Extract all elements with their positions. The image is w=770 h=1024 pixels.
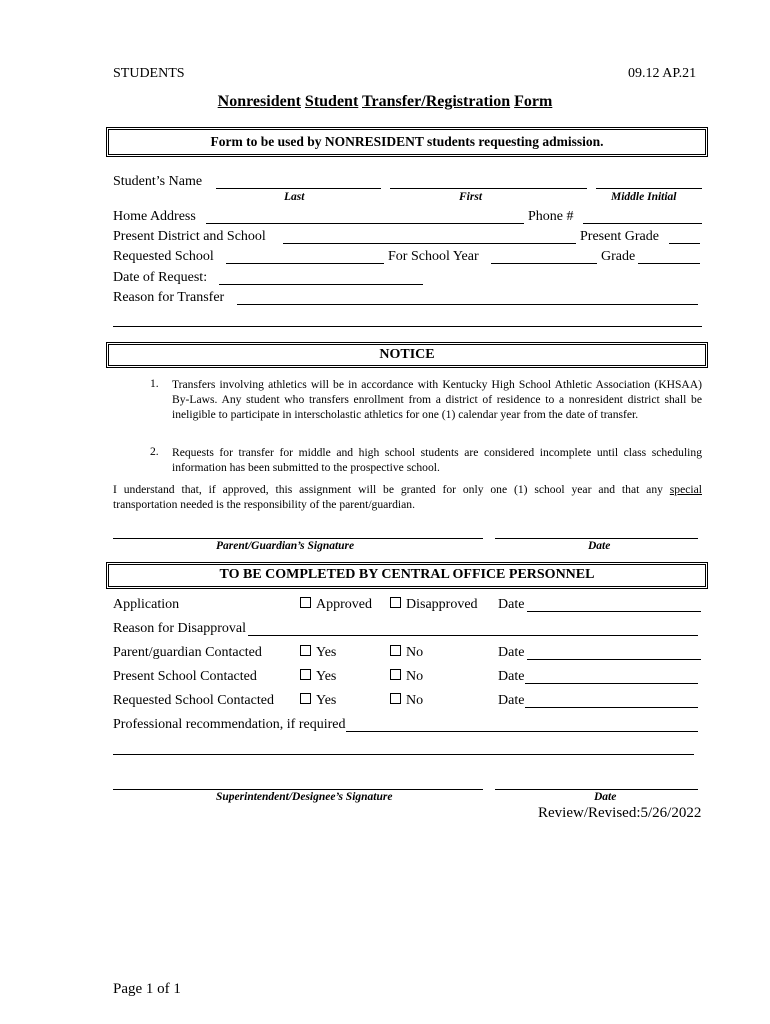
application-date-field[interactable] [527,611,701,612]
present-no-checkbox[interactable] [390,669,401,680]
yes-label: Yes [316,693,337,708]
understand-statement [113,482,702,497]
professional-label: Professional recommendation, if required [113,717,346,732]
understand-statement-2: transportation needed is the responsibility of the parent/guardian. [113,498,415,511]
form-title [0,93,770,111]
requested-no-checkbox[interactable] [390,693,401,704]
requested-yes-checkbox[interactable] [300,693,311,704]
reason-field[interactable] [237,304,698,305]
application-date-label: Date [498,597,525,612]
date-of-request-field[interactable] [219,284,423,285]
present-yes-option[interactable] [300,669,336,685]
school-year-label: For School Year [388,249,479,264]
reason-disapproval-field[interactable] [248,635,698,636]
professional-field[interactable] [346,731,698,732]
central-office-heading: TO BE COMPLETED BY CENTRAL OFFICE PERSONNEL [219,567,595,582]
student-name-label: Student’s Name [113,174,203,189]
review-revised: Review/Revised:5/26/2022 [538,805,702,821]
intro-text: Form to be used by NONRESIDENT students requesting admission. [210,134,604,149]
header-right: 09.12 AP.21 [628,66,697,81]
notice-item-1-number: 1. [150,377,159,390]
present-grade-field[interactable] [669,243,700,244]
no-label: No [406,669,424,684]
reason-field-line2[interactable] [113,326,702,327]
last-label: Last [284,191,305,203]
requested-contacted-date-field[interactable] [525,707,698,708]
title-word: Form [514,93,553,110]
title-word: Nonresident [217,93,301,110]
requested-school-field[interactable] [226,263,384,264]
header-left: STUDENTS [113,66,185,81]
parent-yes-option[interactable] [300,645,336,661]
present-grade-label: Present Grade [580,229,659,244]
no-label: No [406,645,424,660]
page-number: Page 1 of 1 [113,981,181,997]
superintendent-signature-field[interactable] [113,789,483,790]
present-contacted-date-field[interactable] [525,683,698,684]
middle-label: Middle Initial [611,191,677,203]
approved-option[interactable] [300,597,372,613]
application-label: Application [113,597,180,612]
title-word: Student [304,93,359,110]
parent-contacted-label: Parent/guardian Contacted [113,645,262,660]
requested-yes-option[interactable] [300,693,336,709]
first-label: First [459,191,483,203]
school-year-field[interactable] [491,263,597,264]
disapproved-checkbox[interactable] [390,597,401,608]
title-word: Transfer/Registration [362,93,511,110]
notice-item-2-number: 2. [150,445,159,458]
superintendent-signature-label: Superintendent/Designee’s Signature [216,791,393,803]
superintendent-date-field[interactable] [495,789,698,790]
disapproved-option[interactable] [390,597,478,613]
present-district-field[interactable] [283,243,576,244]
yes-label: Yes [316,669,337,684]
notice-item-1: Transfers involving athletics will be in accordance with Kentucky High School Athletic Association (KHSAA) By-Laws. Any student who transfers enrollment from a district of residence to a nonresident district shall be ineligible to participate in interscholastic athletics for one (1) calendar year from the date of transfer. [172,378,702,421]
understand-special: special [669,483,702,496]
parent-yes-checkbox[interactable] [300,645,311,656]
approved-checkbox[interactable] [300,597,311,608]
first-name-field[interactable] [390,188,587,189]
approved-label: Approved [316,597,372,612]
last-name-field[interactable] [216,188,381,189]
present-district-label: Present District and School [113,229,266,244]
requested-date-label: Date [498,693,525,708]
phone-label: Phone # [528,209,574,224]
phone-field[interactable] [583,223,702,224]
no-label: No [406,693,424,708]
notice-heading: NOTICE [379,347,435,362]
grade-label: Grade [601,249,636,264]
reason-label: Reason for Transfer [113,290,225,305]
superintendent-date-label: Date [594,791,617,803]
parent-no-option[interactable] [390,645,423,661]
requested-no-option[interactable] [390,693,423,709]
grade-field[interactable] [638,263,700,264]
home-address-field[interactable] [206,223,524,224]
parent-no-checkbox[interactable] [390,645,401,656]
disapproved-label: Disapproved [406,597,478,612]
parent-date-label: Date [498,645,525,660]
home-address-label: Home Address [113,209,196,224]
parent-signature-label: Parent/Guardian’s Signature [216,540,355,552]
parent-date-field[interactable] [495,538,698,539]
professional-field-line2[interactable] [113,754,694,755]
present-no-option[interactable] [390,669,423,685]
understand-text: I understand that, if approved, this assignment will be granted for only one (1) school year and that any [113,483,663,496]
date-of-request-label: Date of Request: [113,270,208,285]
yes-label: Yes [316,645,337,660]
parent-signature-field[interactable] [113,538,483,539]
notice-item-2: Requests for transfer for middle and high school students are considered incomplete until class scheduling information has been submitted to the prospective school. [172,446,702,474]
requested-contacted-label: Requested School Contacted [113,693,274,708]
present-date-label: Date [498,669,525,684]
present-yes-checkbox[interactable] [300,669,311,680]
reason-disapproval-label: Reason for Disapproval [113,621,246,636]
parent-date-label: Date [588,540,611,552]
present-contacted-label: Present School Contacted [113,669,257,684]
parent-contacted-date-field[interactable] [527,659,701,660]
middle-initial-field[interactable] [596,188,702,189]
requested-school-label: Requested School [113,249,214,264]
